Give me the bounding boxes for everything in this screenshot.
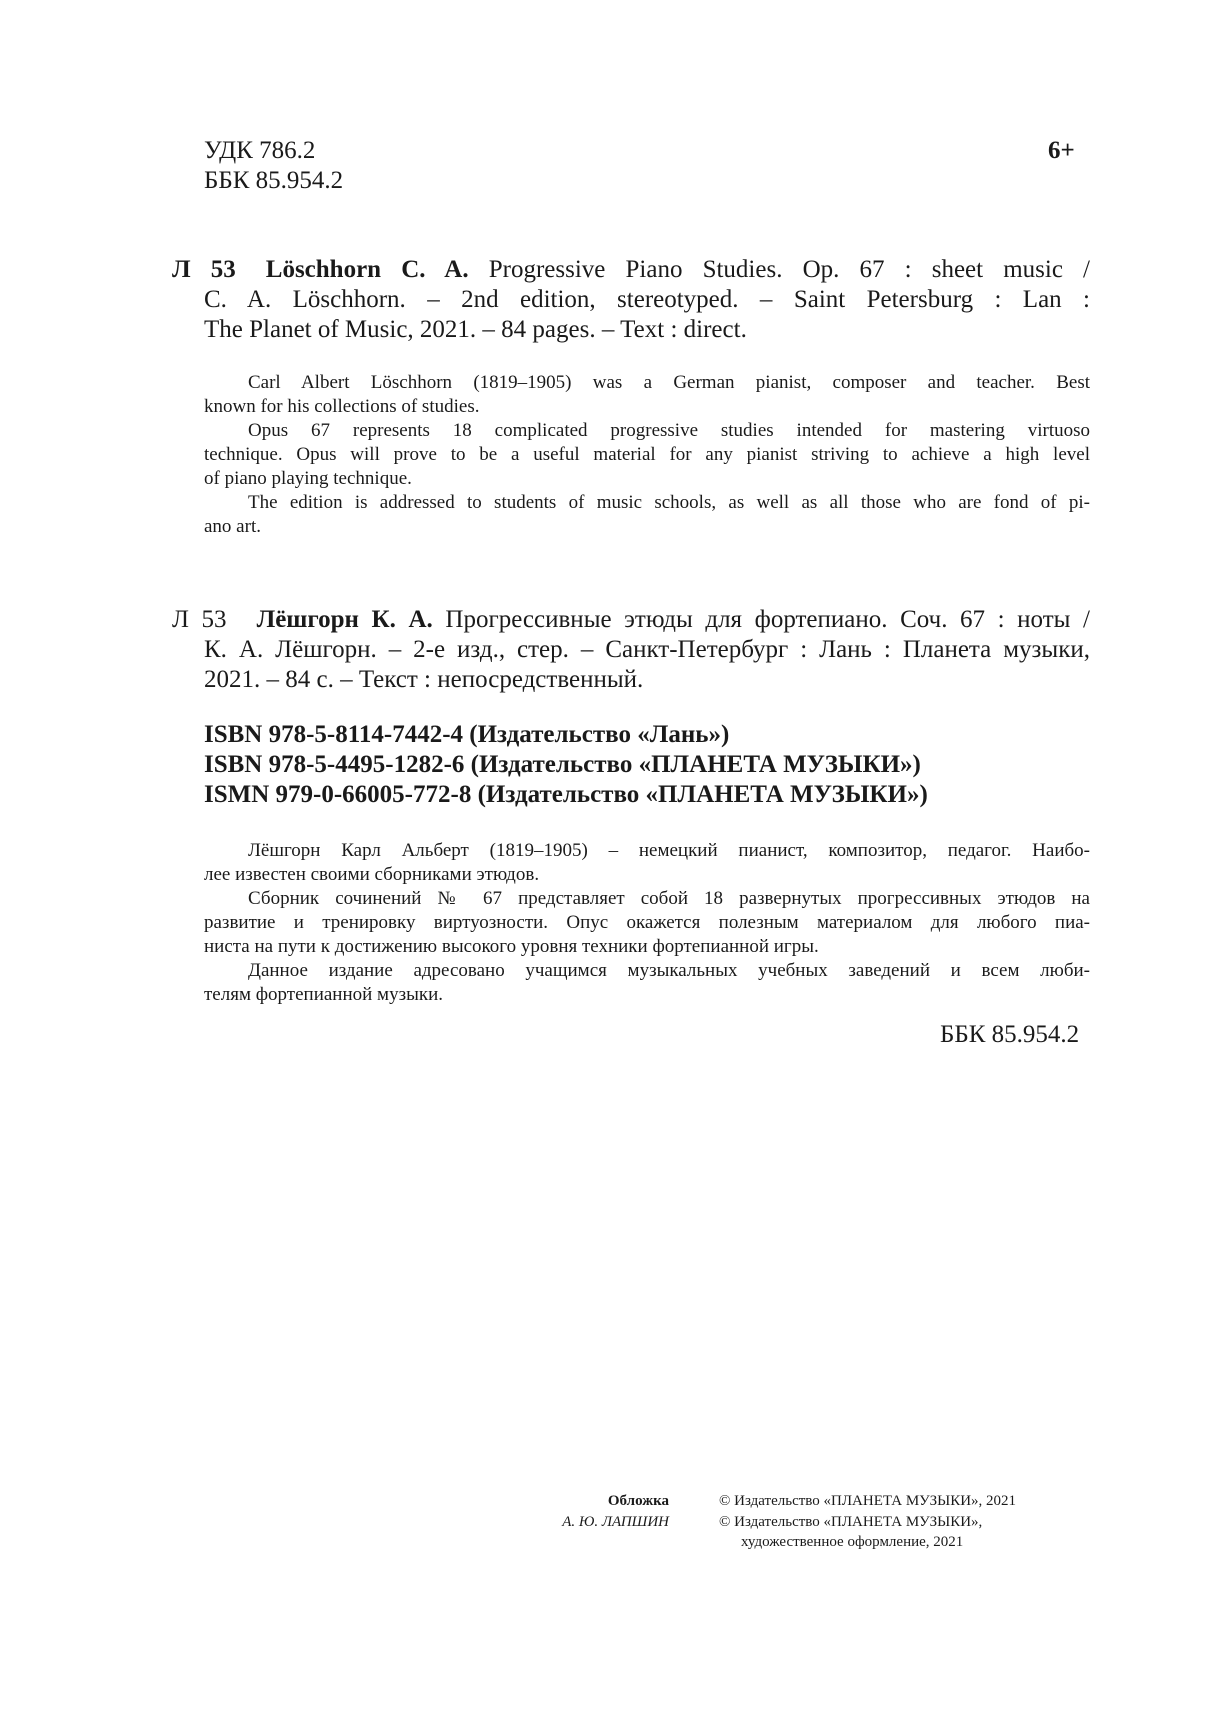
annotation-line: Opus 67 represents 18 complicated progressive studies intended for mastering virtuoso	[248, 420, 1090, 441]
english-annotation	[204, 371, 1090, 539]
udk-code: УДК 786.2	[204, 137, 316, 164]
annotation-line: known for his collections of studies.	[204, 396, 480, 417]
bbk-code-bottom: ББК 85.954.2	[940, 1021, 1080, 1048]
bbk-code: ББК 85.954.2	[204, 167, 344, 194]
english-entry-line3: The Planet of Music, 2021. – 84 pages. – Text : direct.	[204, 316, 747, 343]
copyright-line-1: © Издательство «ПЛАНЕТА МУЗЫКИ», 2021	[719, 1493, 1017, 1509]
annotation-line: Лёшгорн Карл Альберт (1819–1905) – немецкий пианист, композитор, педагог. Наибо-	[248, 840, 1090, 861]
copyright-line-2: © Издательство «ПЛАНЕТА МУЗЫКИ»,	[719, 1514, 983, 1530]
annotation-line: Carl Albert Löschhorn (1819–1905) was a German pianist, composer and teacher. Best	[248, 372, 1090, 393]
entry-title: Прогрессивные этюды для фортепиано. Соч. 67 : ноты /	[445, 606, 1090, 633]
annotation-line: ниста на пути к достижению высокого уровня техники фортепианной игры.	[204, 936, 819, 957]
ismn-planeta: ISMN 979-0-66005-772-8 (Издательство «ПЛАНЕТА МУЗЫКИ»)	[204, 781, 928, 808]
entry-index: Л 53	[172, 606, 227, 633]
annotation-line: Данное издание адресовано учащимся музыкальных учебных заведений и всем люби-	[248, 960, 1090, 981]
isbn-planeta: ISBN 978-5-4495-1282-6 (Издательство «ПЛАНЕТА МУЗЫКИ»)	[204, 751, 921, 778]
entry-index: Л 53	[172, 256, 236, 283]
annotation-line: The edition is addressed to students of music schools, as well as all those who are fond of pi-	[248, 492, 1090, 513]
entry-title: Progressive Piano Studies. Op. 67 : sheet music /	[488, 256, 1091, 283]
english-entry-line2: C. A. Löschhorn. – 2nd edition, stereotyped. – Saint Petersburg : Lan :	[204, 286, 1090, 313]
age-rating: 6+	[1048, 137, 1075, 164]
russian-annotation	[204, 839, 1090, 1007]
annotation-line: technique. Opus will prove to be a useful material for any pianist striving to achieve a high level	[204, 444, 1090, 465]
isbn-lan: ISBN 978-5-8114-7442-4 (Издательство «Лань»)	[204, 721, 730, 748]
annotation-line: развитие и тренировку виртуозности. Опус окажется полезным материалом для любого пиа-	[204, 912, 1090, 933]
russian-entry	[172, 605, 1090, 695]
annotation-line: of piano playing technique.	[204, 468, 412, 489]
english-entry-line1	[172, 255, 1090, 285]
cover-artist: А. Ю. ЛАПШИН	[562, 1514, 669, 1530]
russian-entry-line1	[172, 605, 1090, 635]
cover-label: Обложка	[607, 1493, 669, 1509]
identifiers	[204, 720, 928, 810]
russian-entry-line3: 2021. – 84 с. – Текст : непосредственный.	[204, 666, 644, 693]
copyright-line-3: художественное оформление, 2021	[741, 1534, 964, 1550]
russian-entry-line2: К. А. Лёшгорн. – 2-е изд., стер. – Санкт-Петербург : Лань : Планета музыки,	[204, 636, 1090, 663]
annotation-line: ano art.	[204, 516, 261, 537]
annotation-line: телям фортепианной музыки.	[204, 984, 443, 1005]
entry-author: Лёшгорн К. А.	[256, 606, 433, 633]
entry-author: Löschhorn C. A.	[265, 256, 469, 283]
annotation-line: Сборник сочинений № 67 представляет собой 18 развернутых прогрессивных этюдов на	[248, 888, 1090, 909]
annotation-line: лее известен своими сборниками этюдов.	[204, 864, 540, 885]
english-entry	[172, 255, 1090, 345]
